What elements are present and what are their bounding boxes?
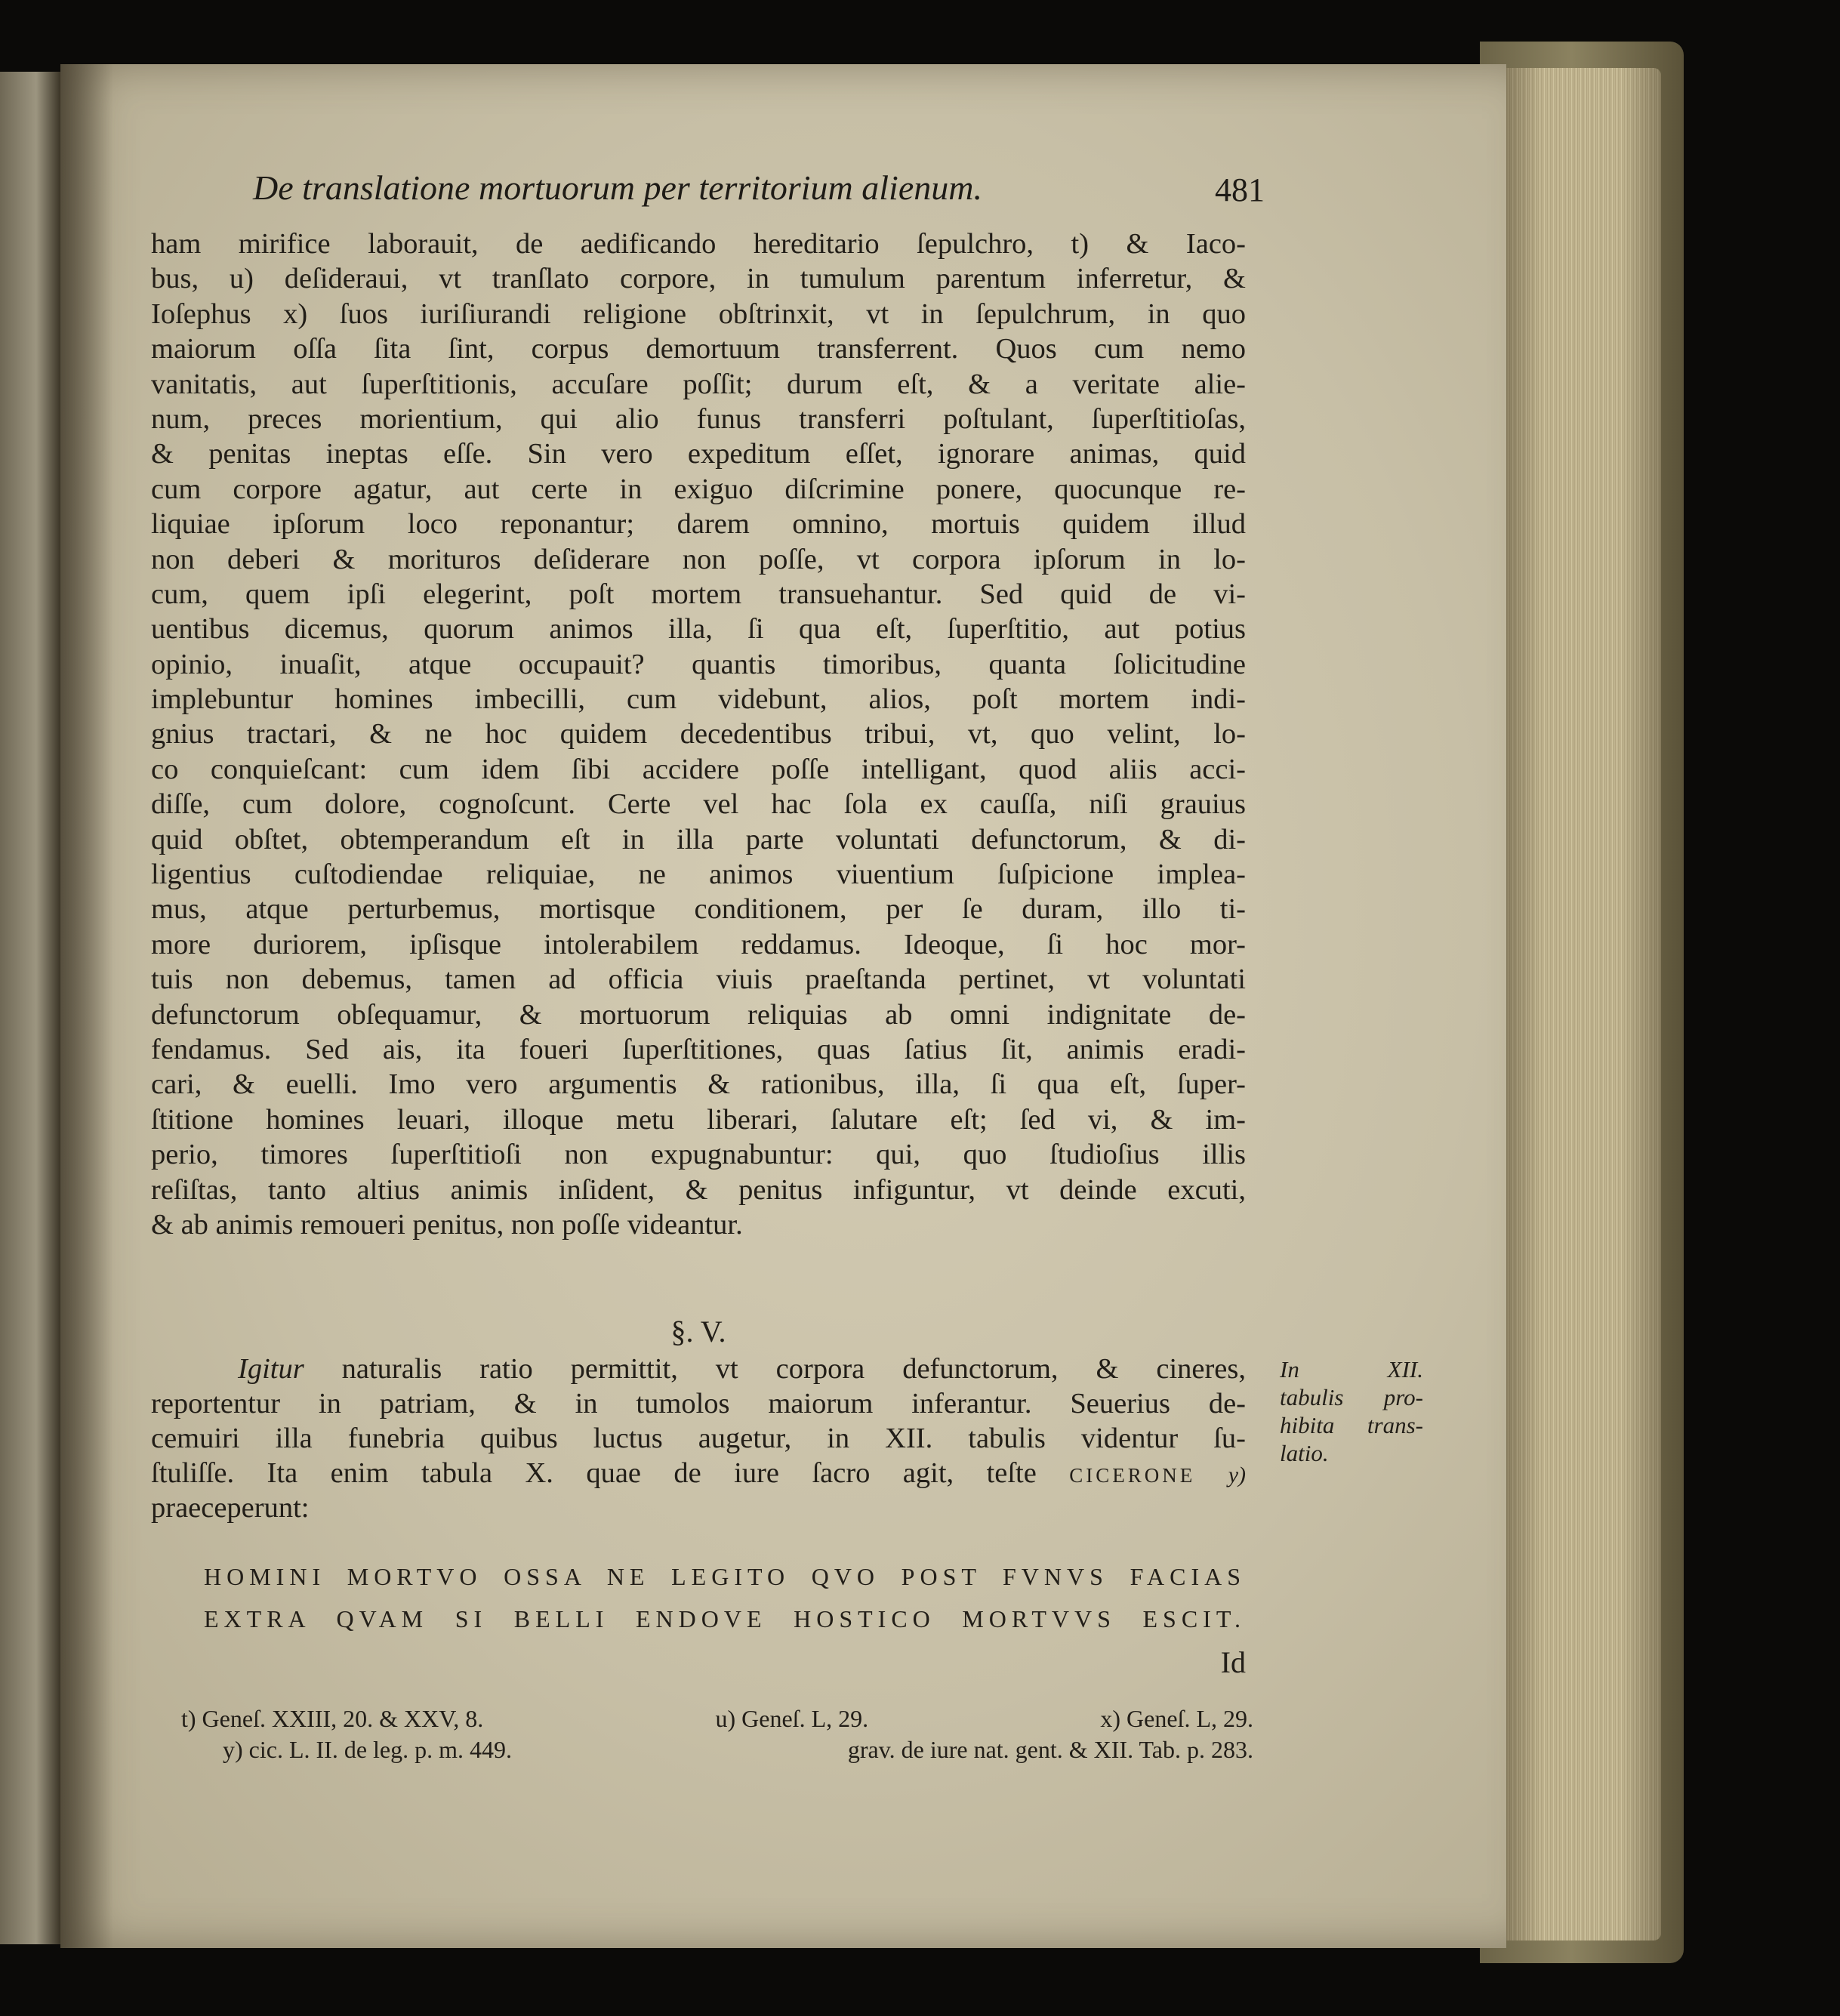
text-line: & penitas ineptas eſſe. Sin vero expeditum eſſet, ignorare animas, quid <box>151 438 1246 470</box>
text-line <box>151 1456 1246 1490</box>
margin-line: hibita trans- <box>1280 1412 1423 1438</box>
page-header <box>253 168 1265 213</box>
text-line: quid obſtet, obtemperandum eſt in illa parte voluntati defunctorum, & di- <box>151 823 1246 855</box>
footnote-y: y) cic. L. II. de leg. p. m. 449. <box>223 1736 512 1763</box>
law-quotation <box>204 1555 1246 1640</box>
text-line: praeceperunt: <box>151 1492 310 1524</box>
text-line: num, preces morientium, qui alio funus transferri poſtulant, ſuperſtitioſas, <box>151 402 1246 435</box>
text-line: ham mirifice laborauit, de aedificando hereditario ſepulchro, t) & Iaco- <box>151 228 1246 260</box>
text-line: vanitatis, aut ſuperſtitionis, accuſare poſſit; durum eſt, & a veritate alie- <box>151 368 1246 400</box>
page-number: 481 <box>1215 171 1265 208</box>
paragraph-1 <box>151 227 1246 1242</box>
text-line: maiorum oſſa ſita ſint, corpus demortuum transferrent. Quos cum nemo <box>151 333 1246 365</box>
text-line: cum corpore agatur, aut certe in exiguo diſcrimine ponere, quocunque re- <box>151 473 1246 505</box>
margin-line: tabulis pro- <box>1280 1384 1423 1410</box>
author-name: cicerone <box>1069 1457 1196 1489</box>
text-line: diſſe, cum dolore, cognoſcunt. Certe vel hac ſola ex cauſſa, niſi grauius <box>151 788 1246 821</box>
text-line: cari, & euelli. Imo vero argumentis & rationibus, illa, ſi qua eſt, ſuper- <box>151 1068 1246 1101</box>
text-line: non deberi & morituros deſiderare non poſſe, vt corpora ipſorum in lo- <box>151 543 1246 575</box>
footnotes <box>181 1703 1253 1765</box>
page-edges <box>1503 68 1661 1940</box>
footnote-u: u) Geneſ. L, 29. <box>715 1705 869 1732</box>
text-line: implebuntur homines imbecilli, cum videbunt, alios, poſt mortem indi- <box>151 683 1246 716</box>
text-line: gnius tractari, & ne hoc quidem decedentibus tribui, vt, quo velint, lo- <box>151 718 1246 751</box>
text-line: liquiae ipſorum loco reponantur; darem omnino, mortuis quidem illud <box>151 508 1246 541</box>
margin-line: latio. <box>1280 1440 1329 1466</box>
text-line: tuis non debemus, tamen ad officia viuis praeſtanda pertinet, vt voluntati <box>151 963 1246 996</box>
footnote-row <box>181 1703 1253 1734</box>
running-head: De translatione mortuorum per territorium alienum. <box>253 168 982 207</box>
line-rest: naturalis ratio permittit, vt corpora defunctorum, & cineres, <box>304 1353 1246 1385</box>
text-line: reportentur in patriam, & in tumolos maiorum inferantur. Seuerius de- <box>151 1388 1246 1420</box>
footnote-x: x) Geneſ. L, 29. <box>1100 1705 1253 1732</box>
footnote-y-cont: grav. de iure nat. gent. & XII. Tab. p. 283. <box>847 1736 1253 1763</box>
lead-word: Igitur <box>238 1353 304 1385</box>
text-line: co conquieſcant: cum idem ſibi accidere poſſe intelligant, quod aliis acci- <box>151 753 1246 785</box>
text-line: cemuiri illa funebria quibus luctus augetur, in XII. tabulis videntur ſu- <box>151 1423 1246 1454</box>
footnote-ref: y) <box>1228 1463 1246 1487</box>
footnote-t: t) Geneſ. XXIII, 20. & XXV, 8. <box>181 1705 484 1732</box>
paragraph-2 <box>151 1352 1246 1525</box>
law-line: EXTRA QVAM SI BELLI ENDOVE HOSTICO MORTVVS ESCIT. <box>204 1605 1246 1632</box>
footnote-row <box>181 1734 1253 1765</box>
facing-page-edge <box>0 72 60 1944</box>
text-line: Ioſephus x) ſuos iuriſiurandi religione obſtrinxit, vt in ſepulchrum, in quo <box>151 297 1246 330</box>
margin-line: In XII. <box>1280 1356 1423 1383</box>
margin-note <box>1280 1355 1423 1467</box>
gutter-shadow <box>60 64 113 1948</box>
text-line: perio, timores ſuperſtitioſi non expugnabuntur: qui, quo ſtudioſius illis <box>151 1139 1246 1171</box>
text-line <box>151 1352 1246 1386</box>
text-line: more duriorem, ipſisque intolerabilem reddamus. Ideoque, ſi hoc mor- <box>151 928 1246 960</box>
text-line: uentibus dicemus, quorum animos illa, ſi qua eſt, ſuperſtitio, aut potius <box>151 613 1246 646</box>
text-line: defunctorum obſequamur, & mortuorum reliquias ab omni indignitate de- <box>151 998 1246 1031</box>
catchword: Id <box>1220 1645 1246 1679</box>
text-line: & ab animis remoueri penitus, non poſſe videantur. <box>151 1208 743 1241</box>
text-line: fendamus. Sed ais, ita foueri ſuperſtitiones, quas ſatius ſit, animis eradi- <box>151 1033 1246 1065</box>
law-line: HOMINI MORTVO OSSA NE LEGITO QVO POST FVNVS FACIAS <box>204 1563 1246 1590</box>
section-heading: §. V. <box>670 1315 726 1349</box>
text-line: reſiſtas, tanto altius animis inſident, & penitus infiguntur, vt deinde excuti, <box>151 1173 1246 1206</box>
text-line: ſtitione homines leuari, illoque metu liberari, ſalutare eſt; ſed vi, & im- <box>151 1103 1246 1136</box>
text-line: cum, quem ipſi elegerint, poſt mortem transuehantur. Sed quid de vi- <box>151 578 1246 610</box>
text-line: opinio, inuaſit, atque occupauit? quantis timoribus, quanta ſolicitudine <box>151 648 1246 680</box>
text-line: mus, atque perturbemus, mortisque conditionem, per ſe duram, illo ti- <box>151 893 1246 926</box>
line-start: ſtuliſſe. Ita enim tabula X. quae de iure ſacro agit, teſte <box>151 1457 1037 1489</box>
text-line: ligentius cuſtodiendae reliquiae, ne animos viuentium ſuſpicione implea- <box>151 858 1246 891</box>
text-line: bus, u) deſideraui, vt tranſlato corpore, in tumulum parentum inferretur, & <box>151 263 1246 295</box>
